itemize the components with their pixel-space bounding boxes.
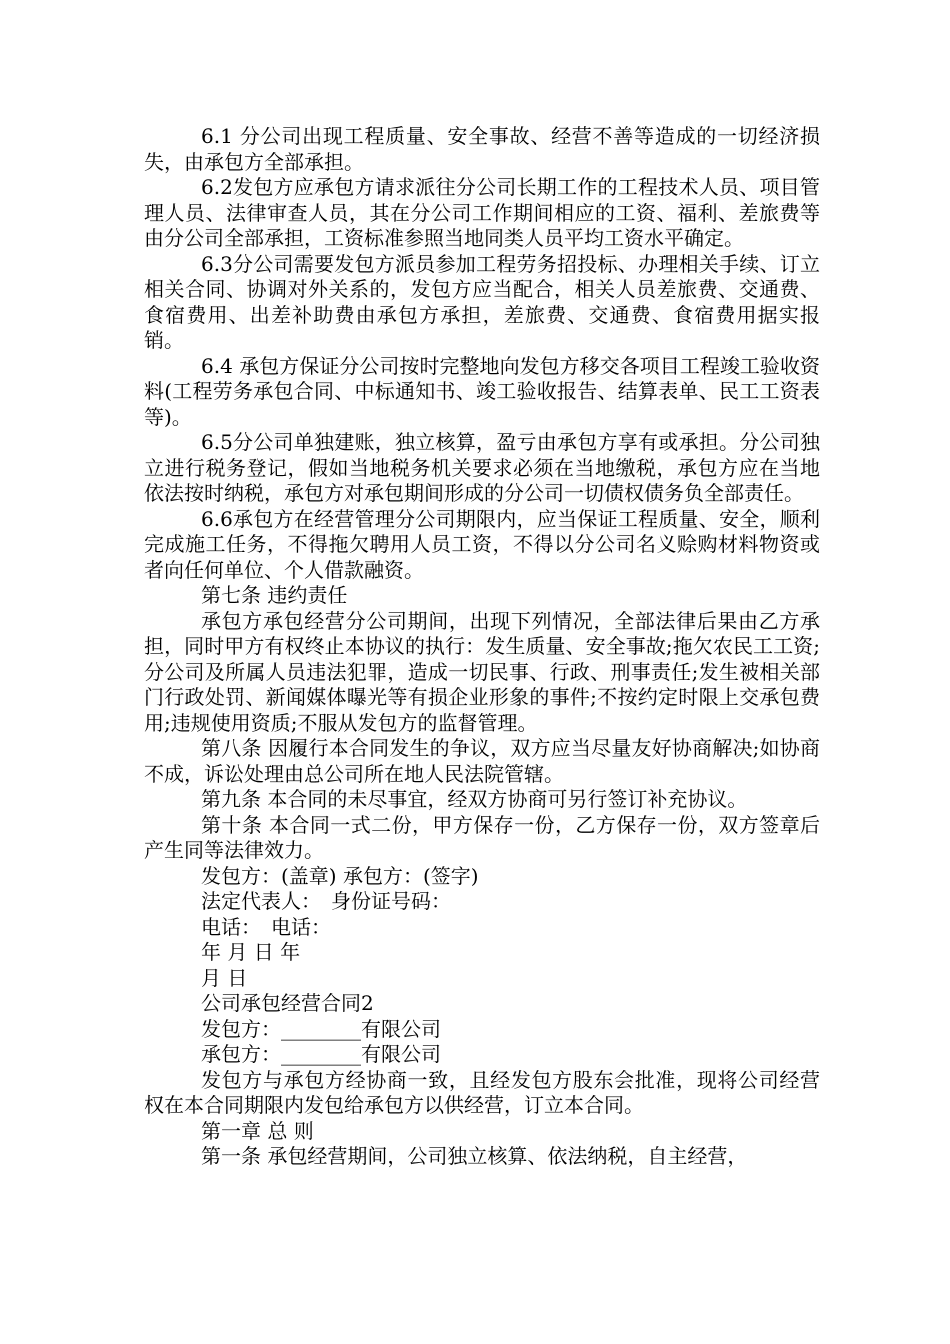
article-10: 第十条 本合同一式二份，甲方保存一份，乙方保存一份，双方签章后产生同等法律效力。 [144,812,820,862]
signature-representative: 法定代表人： 身份证号码： [201,889,451,913]
clause-6-4: 6.4 承包方保证分公司按时完整地向发包方移交各项目工程竣工验收资料(工程劳务承包合同、中标通知书、竣工验收报告、结算表单、民工工资表等)。 [144,353,820,429]
contract-2-title: 公司承包经营合同2 [201,991,374,1015]
signature-phone: 电话： 电话： [201,914,331,939]
clause-6-6: 6.6承包方在经营管理分公司期限内，应当保证工程质量、安全，顺利完成施工任务，不得拖欠聘用人员工资，不得以分公司名义赊购材料物资或者向任何单位、个人借款融资。 [144,506,820,582]
clause-6-1: 6.1 分公司出现工程质量、安全事故、经营不善等造成的一切经济损失，由承包方全部承担。 [144,124,820,174]
contract-2-article-1: 第一条 承包经营期间，公司独立核算、依法纳税，自主经营， [201,1144,748,1168]
clause-6-2: 6.2发包方应承包方请求派往分公司长期工作的工程技术人员、项目管理人员、法律审查人员，其在分公司工作期间相应的工资、福利、差旅费等由分公司全部承担，工资标准参照当地同类人员平均工资水平确定。 [144,175,820,250]
clause-6-5: 6.5分公司单独建账，独立核算，盈亏由承包方享有或承担。分公司独立进行税务登记，假如当地税务机关要求必须在当地缴税，承包方应在当地依法按时纳税，承包方对承包期间形成的分公司一切债权债务负全部责任。 [144,430,820,505]
contract-2-party-b: 承包方：________有限公司 [201,1042,441,1066]
signature-parties: 发包方：(盖章) 承包方：(签字) [201,863,479,888]
clause-6-3: 6.3分公司需要发包方派员参加工程劳务招投标、办理相关手续、订立相关合同、协调对外关系的，发包方应当配合，相关人员差旅费、交通费、食宿费用、出差补助费由承包方承担，差旅费、交通费、食宿费用据实报销。 [144,251,820,352]
signature-date-line-2: 月 日 [201,965,248,990]
article-7-heading: 第七条 违约责任 [201,583,348,607]
contract-2-preamble: 发包方与承包方经协商一致，且经发包方股东会批准，现将公司经营权在本合同期限内发包给承包方以供经营，订立本合同。 [144,1067,820,1117]
article-9: 第九条 本合同的未尽事宜，经双方协商可另行签订补充协议。 [201,787,748,811]
signature-date-line-1: 年 月 日 年 [201,940,301,964]
contract-2-party-a: 发包方：________有限公司 [201,1016,441,1041]
article-8: 第八条 因履行本合同发生的争议，双方应当尽量友好协商解决;如协商不成，诉讼处理由总公司所在地人民法院管辖。 [144,736,820,786]
document-body [144,124,820,1170]
chapter-1-heading: 第一章 总 则 [201,1118,314,1143]
article-7-body: 承包方承包经营分公司期间，出现下列情况，全部法律后果由乙方承担，同时甲方有权终止本协议的执行：发生质量、安全事故;拖欠农民工工资;分公司及所属人员违法犯罪，造成一切民事、行政、刑事责任;发生被相关部门行政处罚、新闻媒体曝光等有损企业形象的事件;不按约定时限上交承包费用;违规使用资质;不服从发包方的监督管理。 [144,608,820,735]
